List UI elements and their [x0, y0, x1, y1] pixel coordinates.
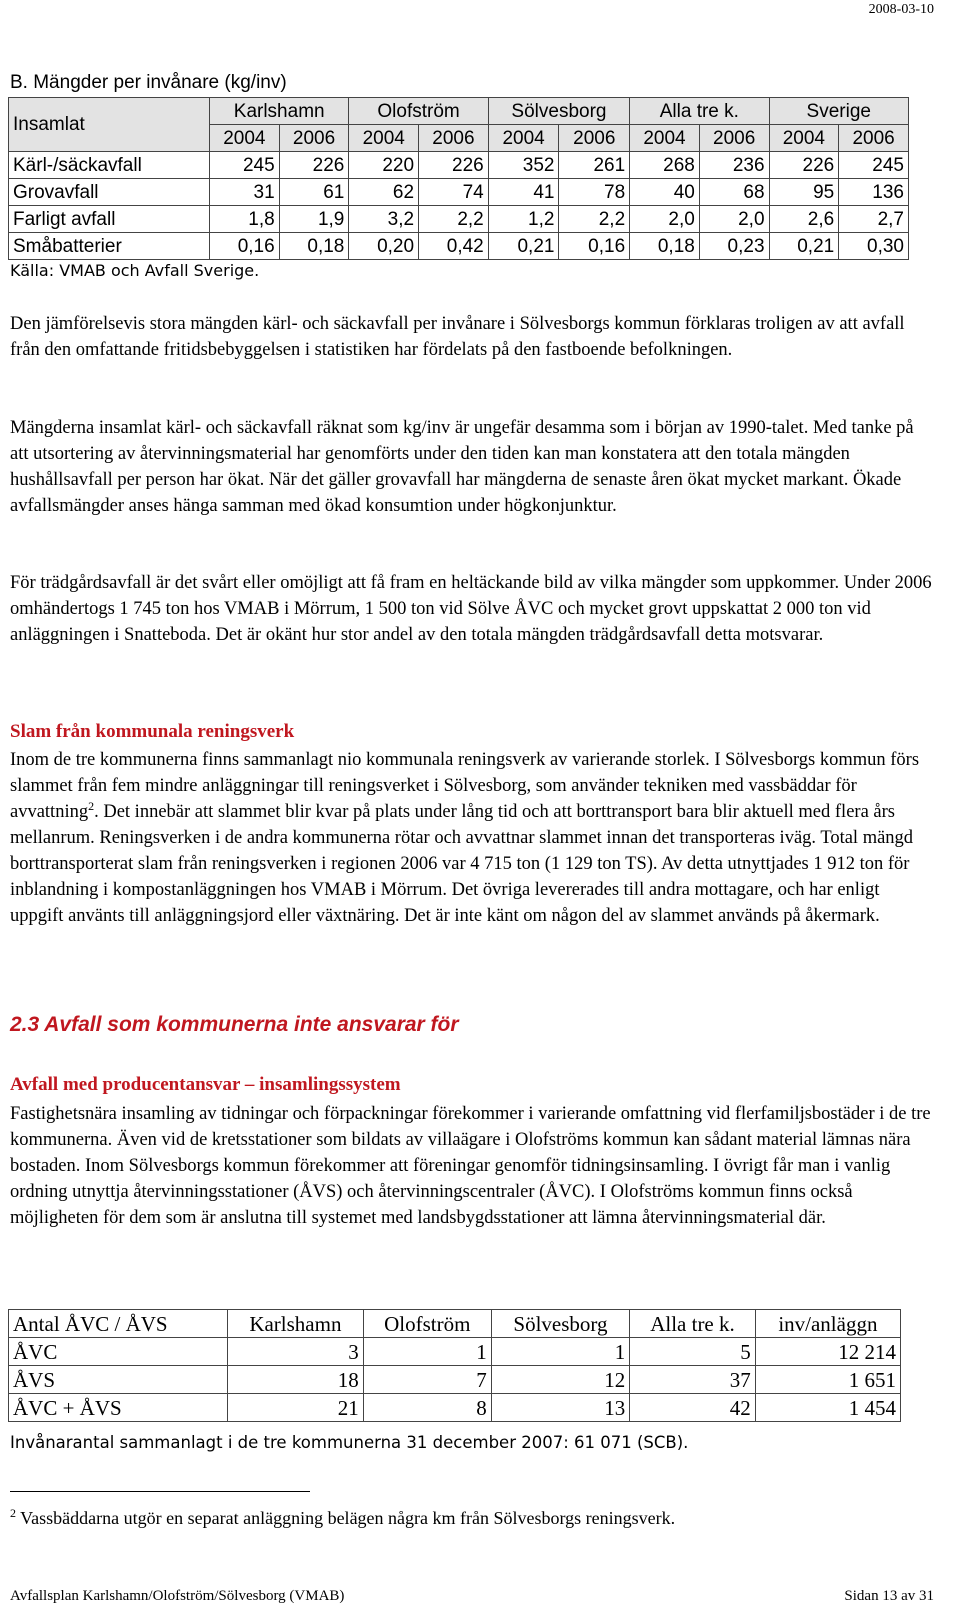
- footnote-divider: [10, 1491, 310, 1492]
- table-cell: 78: [559, 179, 630, 206]
- table-row: [9, 206, 909, 233]
- table-cell: 0,30: [839, 233, 909, 260]
- year-header: 2004: [769, 125, 839, 152]
- paragraph-1: Den jämförelsevis stora mängden kärl- och säckavfall per invånare i Sölvesborgs kommun förklaras troligen av att avfall från den omfattande fritidsbebyggelsen i statistiken har fördelats på den fastboende befolkningen.: [10, 314, 905, 360]
- table-cell: 2,7: [839, 206, 909, 233]
- footnote-ref: 2: [88, 798, 95, 813]
- table-corner-cell: Insamlat: [9, 98, 210, 152]
- table-cell: 136: [839, 179, 909, 206]
- table-cell: 245: [839, 152, 909, 179]
- table-cell: 13: [491, 1394, 629, 1422]
- table-cell: 18: [228, 1366, 364, 1394]
- table-cell: 0,16: [559, 233, 630, 260]
- footer-title: Avfallsplan Karlshamn/Olofström/Sölvesborg (VMAB): [10, 1588, 345, 1604]
- table-cell: 3: [228, 1338, 364, 1366]
- table-cell: 352: [488, 152, 559, 179]
- year-header: 2006: [279, 125, 349, 152]
- table-row: [9, 1394, 901, 1422]
- waste-per-capita-table: [8, 97, 909, 260]
- table-cell: 68: [699, 179, 769, 206]
- paragraph-3: För trädgårdsavfall är det svårt eller omöjligt att få fram en heltäckande bild av vilka mängder som uppkommer. Under 2006 omhändertogs 1 745 ton hos VMAB i Mörrum, 1 500 ton vid Sölve ÅVC och mycket grovt uppskattat 2 000 ton vid anläggningen i Snatteboda. Det är okänt hur stor andel av den totala mängden trädgårdsavfall detta motsvarar.: [10, 573, 932, 645]
- slam-text-b: . Det innebär att slammet blir kvar på plats under lång tid och att borttransport bara blir aktuell med flera års mellanrum. Reningsverken i de andra kommunerna rötar och avvattnar slammet innan det transporteras iväg. Total mängd borttransporterat slam från reningsverken i regionen 2006 var 4 715 ton (1 129 ton TS). Av detta utnyttjades 1 912 ton för inblandning i kompostanläggningen hos VMAB i Mörrum. Det övriga levererades till andra mottagare, och har enligt uppgift använts till anläggningsjord eller växtnäring. Det är inte känt om någon del av slammet används på åkermark.: [10, 802, 914, 926]
- table-cell: 0,18: [630, 233, 700, 260]
- row-label: ÅVC + ÅVS: [9, 1394, 228, 1422]
- table-source-note: Källa: VMAB och Avfall Sverige.: [10, 261, 260, 280]
- year-header: 2006: [419, 125, 489, 152]
- table-cell: 1: [363, 1338, 491, 1366]
- table-cell: 1 651: [755, 1366, 900, 1394]
- year-header: 2006: [559, 125, 630, 152]
- table-cell: 7: [363, 1366, 491, 1394]
- table-cell: 226: [769, 152, 839, 179]
- table-cell: 245: [210, 152, 280, 179]
- table-cell: 1 454: [755, 1394, 900, 1422]
- column-header: Sölvesborg: [491, 1310, 629, 1338]
- table-cell: 40: [630, 179, 700, 206]
- table-header-row: [9, 1310, 901, 1338]
- row-label: Kärl-/säckavfall: [9, 152, 210, 179]
- year-header: 2004: [488, 125, 559, 152]
- page-number: Sidan 13 av 31: [844, 1588, 934, 1604]
- row-label: ÅVC: [9, 1338, 228, 1366]
- row-label: Grovavfall: [9, 179, 210, 206]
- footnote: [10, 1508, 675, 1529]
- group-header: Sölvesborg: [488, 98, 629, 125]
- table-cell: 42: [630, 1394, 756, 1422]
- table-row: [9, 233, 909, 260]
- table-cell: 226: [279, 152, 349, 179]
- avc-avs-table: [8, 1309, 901, 1422]
- year-header: 2004: [349, 125, 419, 152]
- table-cell: 261: [559, 152, 630, 179]
- row-label: Småbatterier: [9, 233, 210, 260]
- table-cell: 2,0: [699, 206, 769, 233]
- group-header: Alla tre k.: [630, 98, 769, 125]
- year-header: 2004: [210, 125, 280, 152]
- table-cell: 2,0: [630, 206, 700, 233]
- paragraph-slam: [10, 747, 935, 929]
- table-cell: 0,16: [210, 233, 280, 260]
- heading-producentansvar: Avfall med producentansvar – insamlingssystem: [10, 1074, 401, 1095]
- footnote-number: 2: [10, 1506, 16, 1520]
- table-cell: 0,21: [769, 233, 839, 260]
- paragraph-2: Mängderna insamlat kärl- och säckavfall räknat som kg/inv är ungefär desamma som i början av 1990-talet. Med tanke på att utsortering av återvinningsmaterial har genomförts under den tiden kan man konstatera att den totala mängden hushållsavfall per person har ökat. När det gäller grovavfall har mängderna de senaste åren ökat mycket markant. Ökade avfallsmängder anses hänga samman med ökad konsumtion under högkonjunktur.: [10, 418, 914, 516]
- footnote-text: Vassbäddarna utgör en separat anläggning belägen några km från Sölvesborgs reningsverk.: [16, 1508, 676, 1528]
- table-cell: 74: [419, 179, 489, 206]
- table-cell: 12 214: [755, 1338, 900, 1366]
- heading-slam: Slam från kommunala reningsverk: [10, 721, 295, 742]
- page-date: 2008-03-10: [868, 2, 934, 17]
- table-cell: 31: [210, 179, 280, 206]
- table-cell: 2,2: [419, 206, 489, 233]
- table-cell: 95: [769, 179, 839, 206]
- heading-2-3: 2.3 Avfall som kommunerna inte ansvarar för: [10, 1013, 459, 1036]
- table-cell: 3,2: [349, 206, 419, 233]
- table-row: [9, 179, 909, 206]
- table-header-row: [9, 98, 909, 125]
- table-cell: 2,2: [559, 206, 630, 233]
- table-cell: 12: [491, 1366, 629, 1394]
- group-header: Sverige: [769, 98, 908, 125]
- column-header: Alla tre k.: [630, 1310, 756, 1338]
- column-header: Karlshamn: [228, 1310, 364, 1338]
- group-header: Karlshamn: [210, 98, 349, 125]
- row-label: Farligt avfall: [9, 206, 210, 233]
- table-cell: 0,20: [349, 233, 419, 260]
- table-row: [9, 1338, 901, 1366]
- table-cell: 2,6: [769, 206, 839, 233]
- table-cell: 61: [279, 179, 349, 206]
- population-note: Invånarantal sammanlagt i de tre kommunerna 31 december 2007: 61 071 (SCB).: [10, 1433, 689, 1452]
- table-cell: 220: [349, 152, 419, 179]
- table-cell: 0,21: [488, 233, 559, 260]
- paragraph-producentansvar: Fastighetsnära insamling av tidningar och förpackningar förekommer i varierande omfattning vid flerfamiljsbostäder i de tre kommunerna. Även vid de kretsstationer som bildats av villaägare i Olofströms kommun kan sådant material lämnas nära bostaden. Inom Sölvesborgs kommun förekommer att föreningar genomför tidningsinsamling. I övrigt får man i vanlig ordning utnyttja återvinningsstationer (ÅVS) och återvinningscentraler (ÅVC). I Olofströms kommun finns också möjligheten för dem som är anslutna till systemet med landsbygdsstationer att lämna återvinningsmaterial där.: [10, 1104, 931, 1228]
- table-cell: 37: [630, 1366, 756, 1394]
- table-cell: 62: [349, 179, 419, 206]
- group-header: Olofström: [349, 98, 488, 125]
- slam-text-a: Inom de tre kommunerna finns sammanlagt nio kommunala reningsverk av varierande storlek. I Sölvesborgs kommun förs slammet från fem mindre anläggningar till reningsverket i Sölvesborg, som använder tekniken med vassbäddar för avvattning: [10, 750, 920, 822]
- table-cell: 0,18: [279, 233, 349, 260]
- year-header: 2004: [630, 125, 700, 152]
- table-cell: 1,2: [488, 206, 559, 233]
- table-cell: 0,23: [699, 233, 769, 260]
- table-cell: 1: [491, 1338, 629, 1366]
- table-row: [9, 1366, 901, 1394]
- table-cell: 268: [630, 152, 700, 179]
- table-cell: 8: [363, 1394, 491, 1422]
- table-cell: 226: [419, 152, 489, 179]
- table-row: [9, 152, 909, 179]
- row-label: ÅVS: [9, 1366, 228, 1394]
- section-b-title: B. Mängder per invånare (kg/inv): [10, 72, 287, 93]
- table-cell: 1,9: [279, 206, 349, 233]
- year-header: 2006: [839, 125, 909, 152]
- table-cell: 0,42: [419, 233, 489, 260]
- table-cell: 21: [228, 1394, 364, 1422]
- column-header: Antal ÅVC / ÅVS: [9, 1310, 228, 1338]
- table-cell: 41: [488, 179, 559, 206]
- column-header: Olofström: [363, 1310, 491, 1338]
- table-cell: 236: [699, 152, 769, 179]
- table-cell: 1,8: [210, 206, 280, 233]
- year-header: 2006: [699, 125, 769, 152]
- column-header: inv/anläggn: [755, 1310, 900, 1338]
- table-cell: 5: [630, 1338, 756, 1366]
